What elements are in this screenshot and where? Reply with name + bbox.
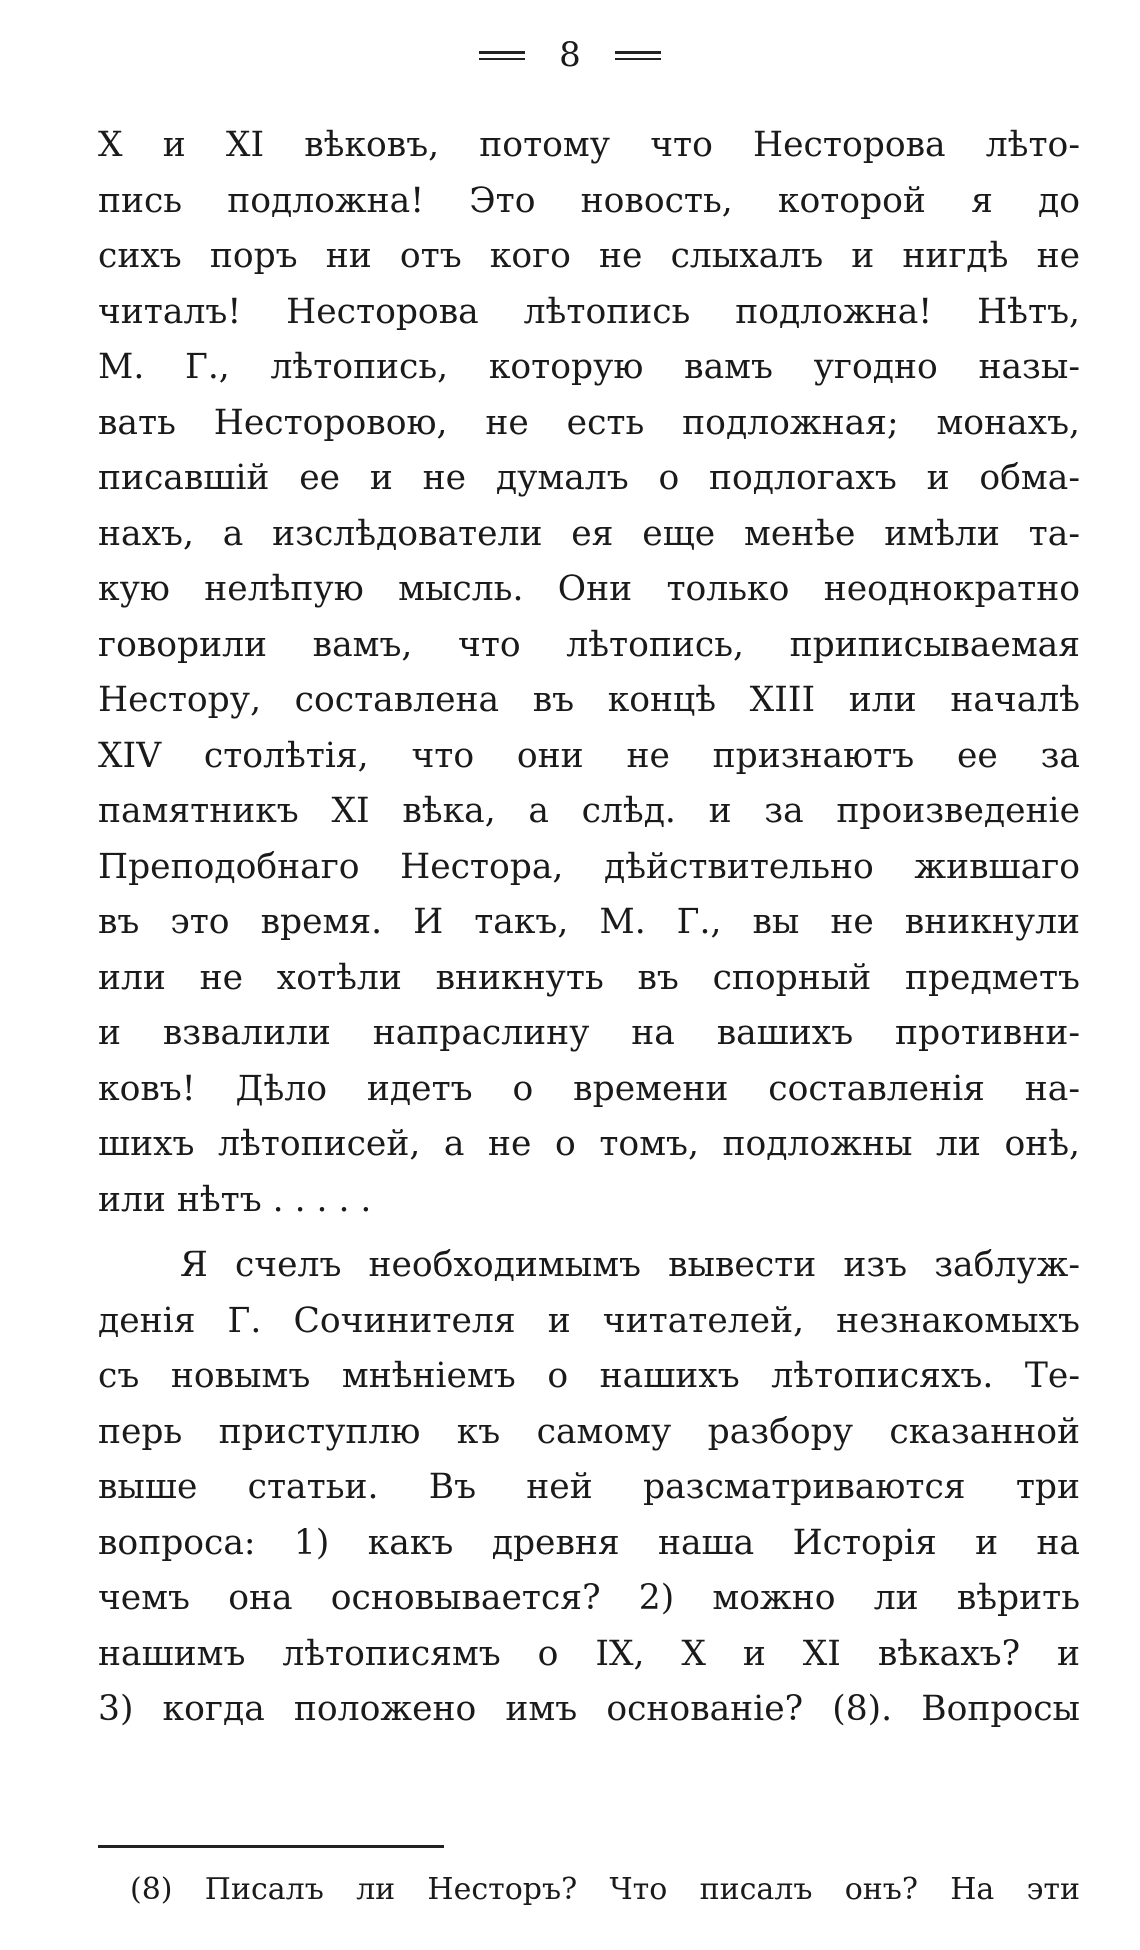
text-line: вать Несторовою, не есть подложная; монахъ,: [98, 402, 1080, 443]
text-line: перь приступлю къ самому разбору сказанной: [98, 1411, 1080, 1452]
text-line: съ новымъ мнѣніемъ о нашихъ лѣтописяхъ. Те-: [98, 1356, 1080, 1396]
header-ornament-right: [615, 51, 661, 60]
paragraph-2: [98, 1238, 1080, 1738]
text-line: говорили вамъ, что лѣтопись, приписываемая: [98, 624, 1080, 665]
text-line: Нестору, составлена въ концѣ XIII или началѣ: [98, 680, 1080, 720]
text-line: кую нелѣпую мысль. Они только неоднократно: [98, 569, 1080, 609]
text-line: денія Г. Сочинителя и читателей, незнакомыхъ: [98, 1300, 1080, 1341]
text-line: Преподобнаго Нестора, дѣйствительно жившаго: [98, 846, 1080, 887]
footnote-separator: [98, 1845, 444, 1848]
text-line: X и XI вѣковъ, потому что Несторова лѣто-: [98, 125, 1080, 165]
text-line: и взвалили напраслину на вашихъ противни-: [98, 1013, 1080, 1053]
paragraph-1: [98, 118, 1080, 1228]
text-line: Я счелъ необходимымъ вывести изъ заблуж-: [180, 1245, 1080, 1285]
footnote: (8) Писалъ ли Несторъ? Что писалъ онъ? На эти: [130, 1872, 1080, 1907]
text-line: М. Г., лѣтопись, которую вамъ угодно назы-: [98, 347, 1080, 387]
page-header: [0, 30, 1140, 80]
text-line: читалъ! Несторова лѣтопись подложна! Нѣтъ,: [98, 291, 1080, 332]
text-line: или нѣтъ . . . . .: [98, 1179, 372, 1220]
text-line: нахъ, а изслѣдователи ея еще менѣе имѣли та-: [98, 513, 1080, 554]
main-text: [98, 118, 1080, 1738]
page-number: 8: [559, 35, 581, 75]
text-line: шихъ лѣтописей, а не о томъ, подложны ли онѣ,: [98, 1124, 1080, 1164]
text-line: пись подложна! Это новость, которой я до: [98, 180, 1080, 221]
header-ornament-left: [479, 51, 525, 60]
text-line: выше статьи. Въ ней разсматриваются три: [98, 1467, 1080, 1507]
text-line: памятникъ XI вѣка, а слѣд. и за произведеніе: [98, 791, 1080, 831]
text-line: ковъ! Дѣло идетъ о времени составленія на-: [98, 1068, 1080, 1109]
text-line: XIV столѣтія, что они не признаютъ ее за: [98, 735, 1080, 776]
text-line: или не хотѣли вникнуть въ спорный предметъ: [98, 957, 1080, 998]
text-line: чемъ она основывается? 2) можно ли вѣрить: [98, 1578, 1080, 1618]
text-line: нашимъ лѣтописямъ о IX, X и XI вѣкахъ? и: [98, 1633, 1080, 1674]
text-line: вопроса: 1) какъ древня наша Исторія и на: [98, 1522, 1080, 1563]
text-line: въ это время. И такъ, М. Г., вы не вникнули: [98, 902, 1080, 942]
text-line: сихъ поръ ни отъ кого не слыхалъ и нигдѣ не: [98, 236, 1080, 276]
text-line: 3) когда положено имъ основаніе? (8). Вопросы: [98, 1689, 1080, 1729]
text-line: писавшій ее и не думалъ о подлогахъ и обма-: [98, 458, 1080, 498]
